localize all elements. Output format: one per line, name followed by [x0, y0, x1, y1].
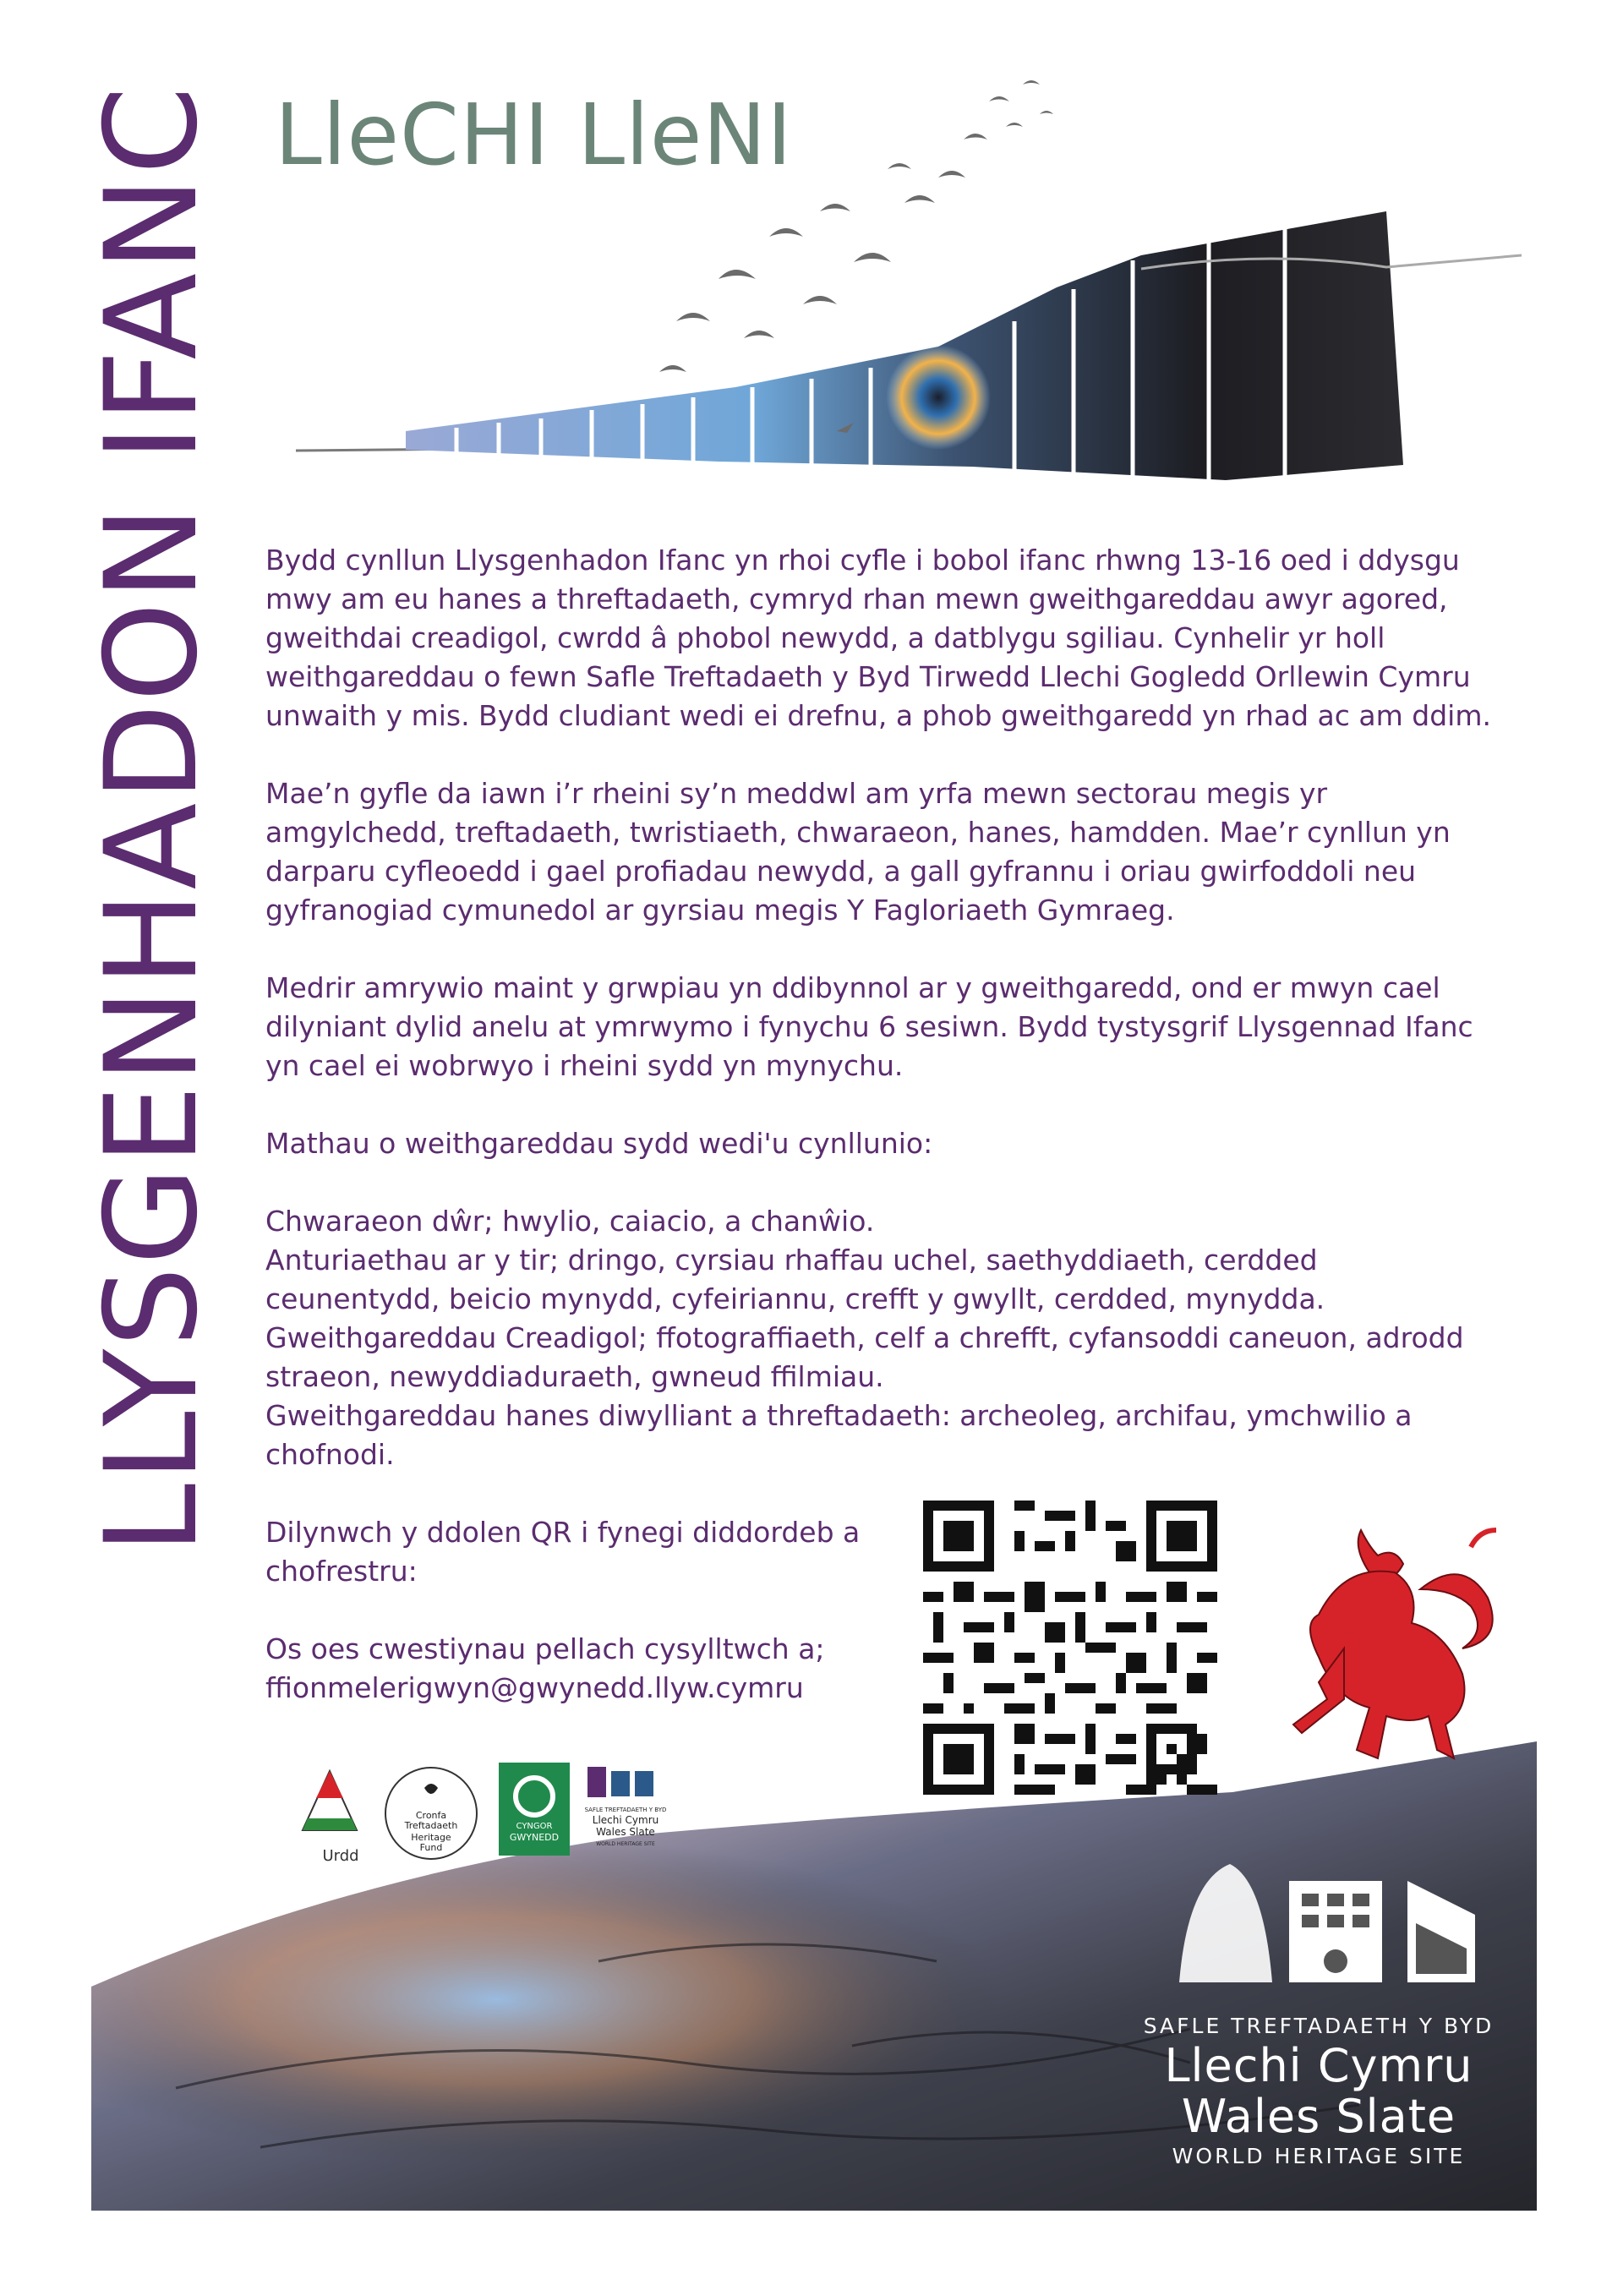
- svg-text:GWYNEDD: GWYNEDD: [509, 1832, 560, 1843]
- svg-text:CYNGOR: CYNGOR: [516, 1822, 553, 1831]
- activity-creative: Gweithgareddau Creadigol; ffotograffiaeth, celf a chrefft, cyfansoddi caneuon, adrodd straeon, newyddiaduraeth, gwneud ffilmiau.: [265, 1321, 1464, 1393]
- whs-line1: Llechi Cymru: [1164, 2039, 1473, 2092]
- urdd-logo: [296, 1763, 363, 1847]
- intro-paragraph: Bydd cynllun Llysgenhadon Ifanc yn rhoi cyfle i bobol ifanc rhwng 13-16 oed i ddysgu mwy am eu hanes a threftadaeth, cymryd rhan mewn gweithgareddau awyr agored, gweithdai creadigol, cwrdd â phobol newydd, a datblygu sgiliau. Cynhelir yr holl weithgareddau o fewn Safle Treftadaeth y Byd Tirwedd Llechi Gogledd Orllewin Cymru unwaith y mis. Bydd cludiant wedi ei drefnu, a phob gweithgaredd yn rhad ac am ddim.: [265, 544, 1491, 732]
- activity-heritage: Gweithgareddau hanes diwylliant a threftadaeth: archeoleg, archifau, ymchwilio a chofnodi.: [265, 1399, 1413, 1471]
- whs-line2: Wales Slate: [1181, 2090, 1456, 2143]
- svg-text:Treftadaeth: Treftadaeth: [404, 1820, 458, 1831]
- vertical-title: LLYSGENHADON IFANC: [79, 85, 226, 1555]
- svg-text:Fund: Fund: [419, 1842, 443, 1853]
- heritage-fund-logo: [380, 1763, 482, 1864]
- qr-code-icon[interactable]: [923, 1501, 1217, 1795]
- svg-text:SAFLE TREFTADAETH Y BYD: SAFLE TREFTADAETH Y BYD: [584, 1807, 667, 1813]
- svg-text:Cronfa: Cronfa: [415, 1810, 447, 1821]
- email-link[interactable]: ffionmelerigwyn@gwynedd.llyw.cymru: [265, 1671, 804, 1704]
- activities-list: [265, 1202, 1491, 1474]
- activities-heading: Mathau o weithgareddau sydd wedi'u cynllunio:: [265, 1127, 933, 1160]
- activity-land: Anturiaethau ar y tir; dringo, cyrsiau rhaffau uchel, saethyddiaeth, cerdded ceunentydd, beicio mynydd, cyfeiriannu, crefft y gwyllt, cerdded, mynydda.: [265, 1244, 1325, 1315]
- brand-title: LleCHI LleNI: [275, 85, 793, 184]
- red-dragon-icon: [1251, 1522, 1505, 1809]
- activity-water: Chwaraeon dŵr; hwylio, caiacio, a chanŵio.: [265, 1205, 875, 1238]
- slate-whs-logo: [579, 1763, 672, 1856]
- whs-bottom-text: WORLD HERITAGE SITE: [1172, 2144, 1466, 2168]
- urdd-label: Urdd: [322, 1847, 359, 1865]
- svg-text:WORLD HERITAGE SITE: WORLD HERITAGE SITE: [596, 1841, 655, 1847]
- groups-paragraph: Medrir amrywio maint y grwpiau yn ddibynnol ar y gweithgaredd, ond er mwyn cael dilyniant dylid anelu at ymrwymo i fynychu 6 sesiwn. Bydd tystysgrif Llysgennad Ifanc yn cael ei wobrwyo i rheini sydd yn mynychu.: [265, 971, 1473, 1082]
- whs-top-text: SAFLE TREFTADAETH Y BYD: [1143, 2014, 1495, 2038]
- qr-instruction: Dilynwch y ddolen QR i fynegi diddordeb a chofrestru:: [265, 1516, 861, 1588]
- careers-paragraph: Mae’n gyfle da iawn i’r rheini sy’n meddwl am yrfa mewn sectorau megis yr amgylchedd, treftadaeth, twristiaeth, chwaraeon, hanes, hamdden. Mae’r cynllun yn darparu cyfleoedd i gael profiadau newydd, a gall gyfrannu i oriau gwirfoddoli neu gyfranogiad cymunedol ar gyrsiau megis Y Fagloriaeth Gymraeg.: [265, 777, 1451, 927]
- whs-badge: [1133, 2012, 1505, 2171]
- svg-text:Heritage: Heritage: [411, 1832, 451, 1843]
- whs-emblem-icon: [1162, 1847, 1492, 1991]
- svg-text:Llechi Cymru: Llechi Cymru: [592, 1814, 659, 1826]
- svg-text:Wales Slate: Wales Slate: [596, 1826, 655, 1838]
- contact-line: Os oes cwestiynau pellach cysylltwch a;: [265, 1632, 825, 1665]
- eye-icon: [886, 345, 991, 450]
- gwynedd-logo: [499, 1763, 570, 1856]
